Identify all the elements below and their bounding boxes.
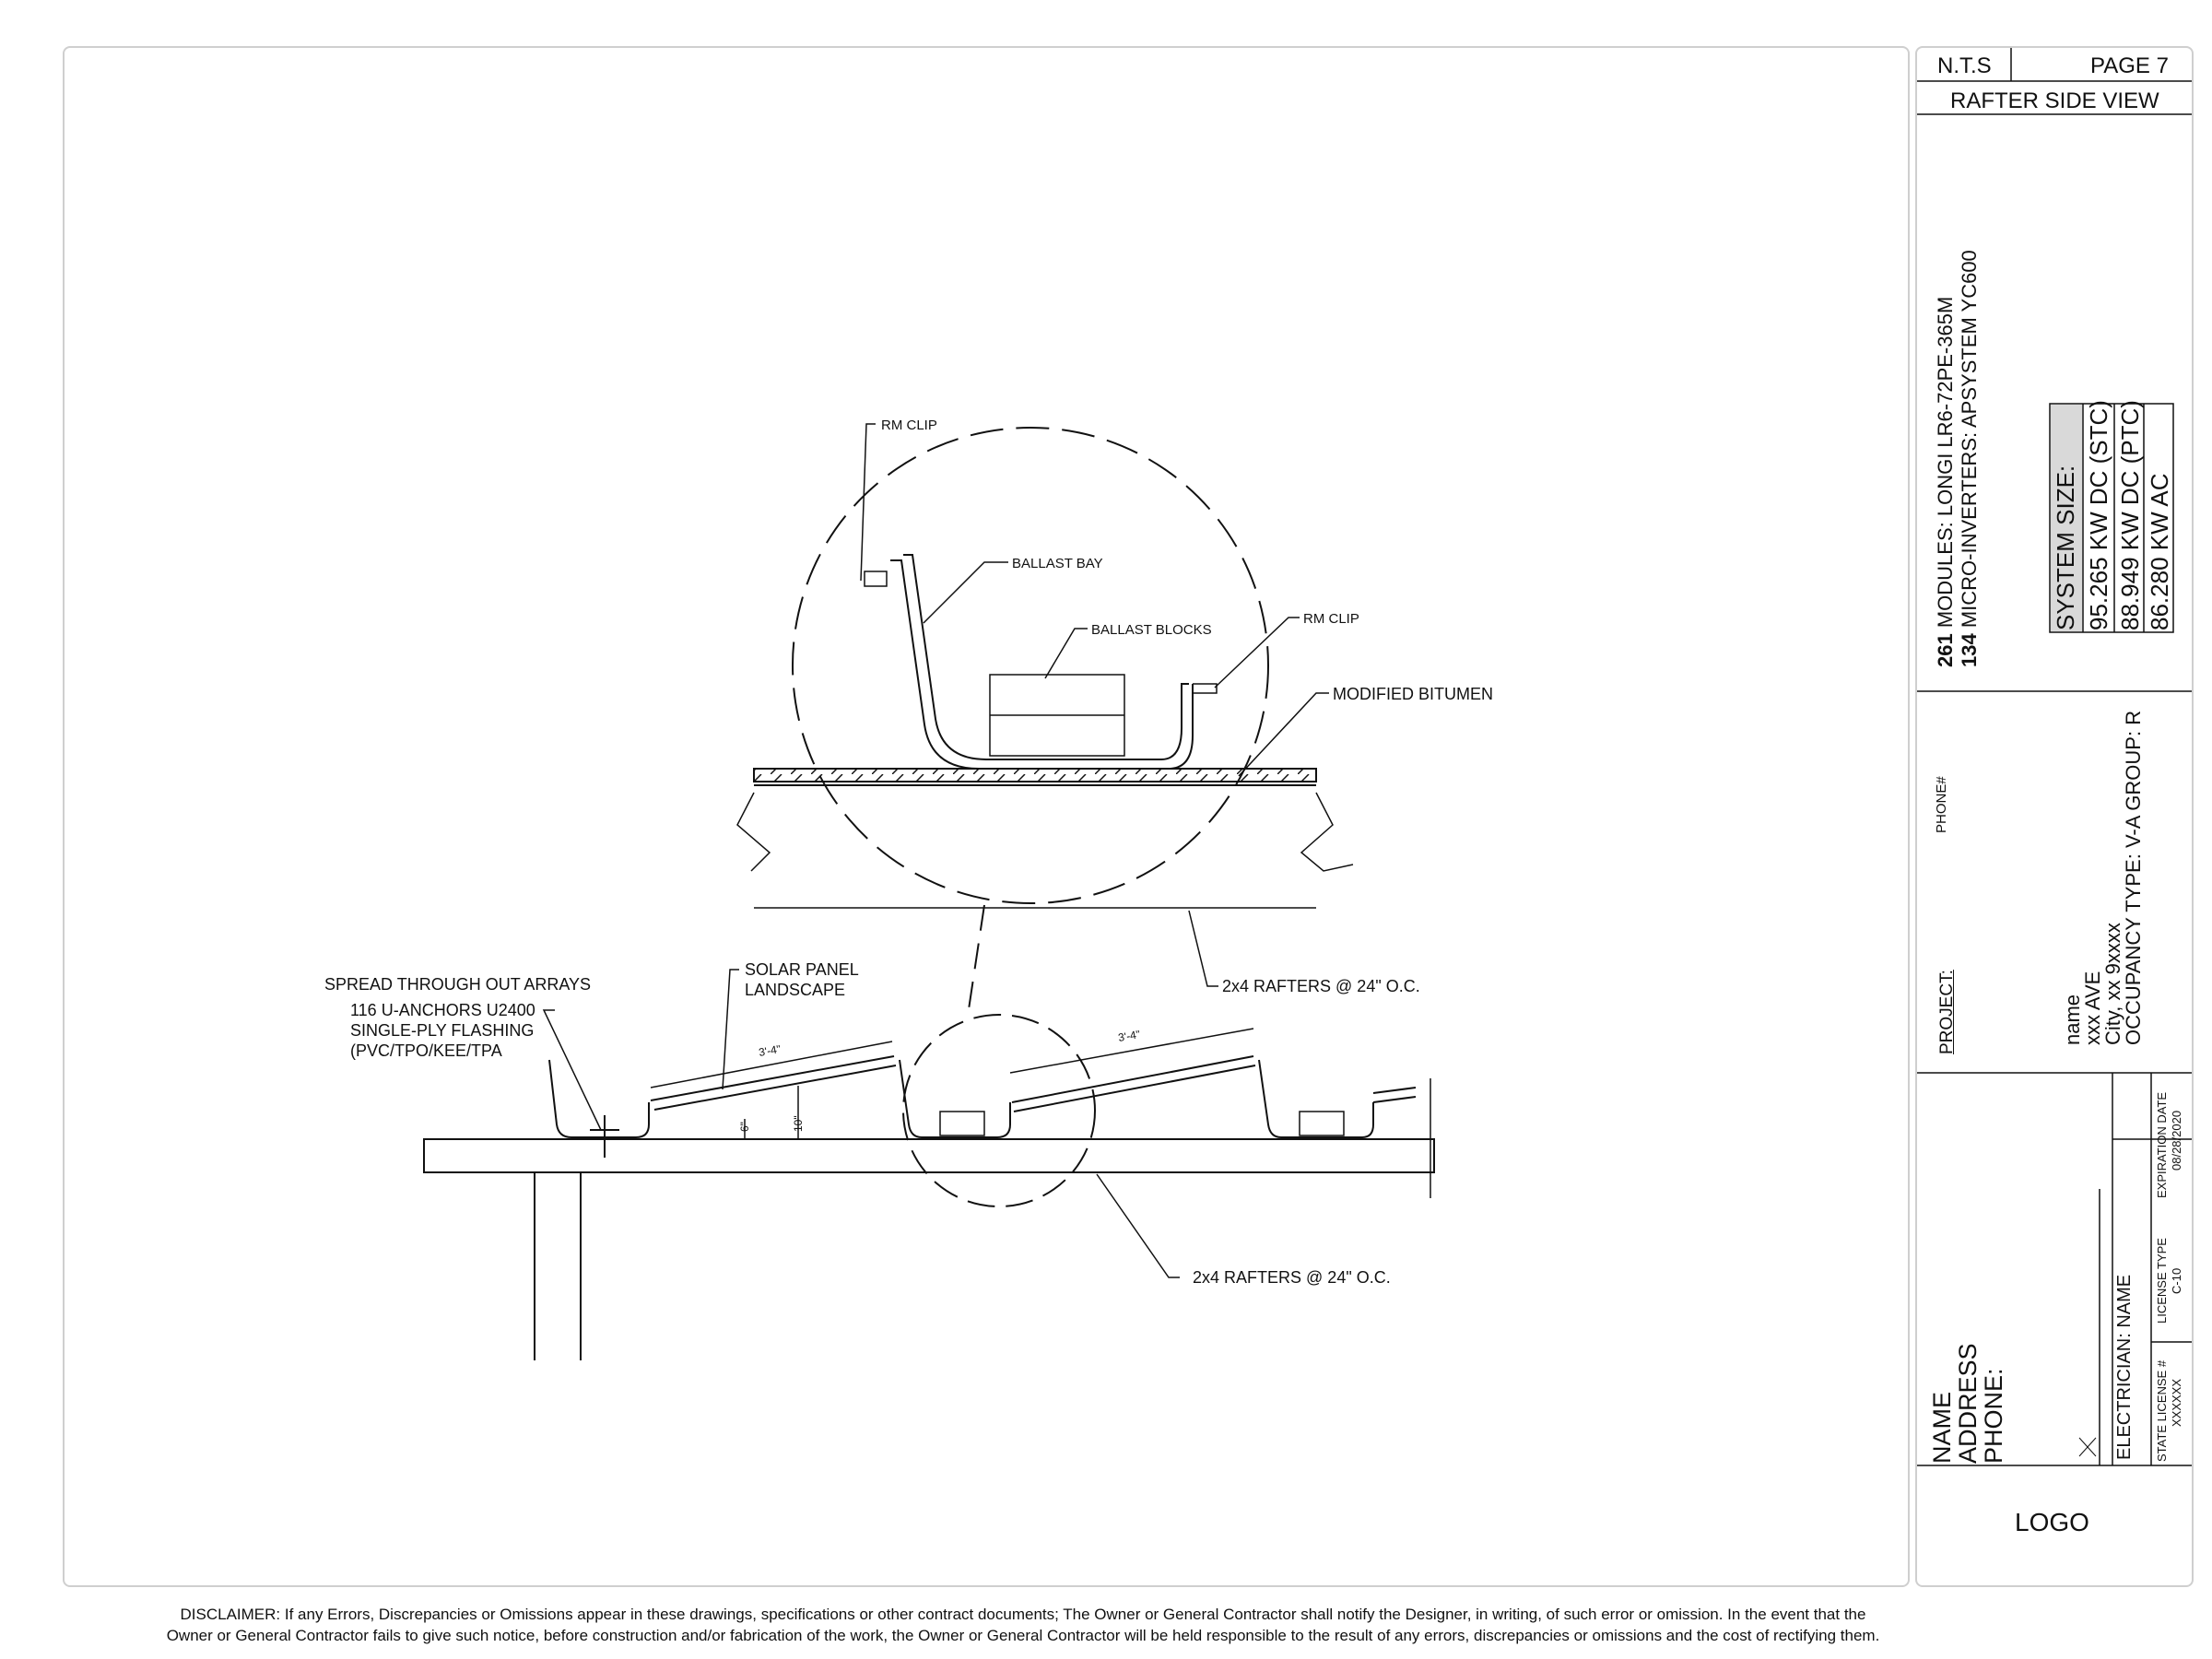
modules-text: MODULES: LONGI LR6-72PE-365M (1934, 296, 1957, 634)
label-solar-2: LANDSCAPE (745, 981, 846, 999)
modules-count: 261 (1934, 633, 1957, 667)
occupancy-type: OCCUPANCY TYPE: V-A GROUP: R (2122, 710, 2145, 1045)
break-line-right (1301, 793, 1353, 871)
rm-clip-right-shape (1193, 684, 1217, 693)
label-spread: SPREAD THROUGH OUT ARRAYS (324, 975, 592, 994)
label-anchors-2: SINGLE-PLY FLASHING (350, 1021, 535, 1040)
label-modified-bitumen: MODIFIED BITUMEN (1333, 685, 1493, 703)
label-ballast-blocks: BALLAST BLOCKS (1091, 622, 1212, 638)
leader-anchors (544, 1010, 601, 1130)
expiration-value: 08/28/2020 (2170, 1110, 2183, 1171)
leader-rm-clip-right (1215, 618, 1300, 688)
license-type-label: LICENSE TYPE (2155, 1238, 2169, 1324)
ballast-bay-lower-3 (1259, 1060, 1373, 1137)
label-rm-clip-right: RM CLIP (1303, 611, 1359, 627)
phone-label: PHONE: (1980, 1368, 2007, 1464)
scale-label: N.T.S (1937, 53, 1992, 78)
logo: LOGO (2015, 1508, 2089, 1536)
leader-rafters-upper (1189, 911, 1218, 986)
leader-ballast-blocks (1045, 629, 1088, 678)
leader-modified-bitumen (1239, 693, 1329, 776)
expiration-label: EXPIRATION DATE (2155, 1091, 2169, 1198)
disclaimer (138, 1604, 1908, 1646)
address-label: ADDRESS (1954, 1343, 1982, 1464)
label-anchors-3: (PVC/TPO/KEE/TPA (350, 1041, 502, 1060)
disclaimer-line-1: DISCLAIMER: If any Errors, Discrepancies or Omissions appear in these drawings, specifications or other contract documents; The Owner or General Contractor shall notify the Designer, in writing, of such error or omission. In the event that the (180, 1606, 1866, 1623)
name-label: NAME (1928, 1391, 1956, 1464)
label-rm-clip-left: RM CLIP (881, 418, 937, 433)
inverters-text: MICRO-INVERTERS: APSYSTEM YC600 (1958, 250, 1981, 634)
system-size-ac: 86.280 KW AC (2146, 473, 2173, 630)
state-license-label: STATE LICENSE # (2155, 1359, 2169, 1462)
label-dim-10: 10" (792, 1115, 805, 1132)
roof-deck (424, 1139, 1434, 1172)
page-number: PAGE 7 (2090, 53, 2169, 78)
system-size-stc: 95.265 KW DC (STC) (2085, 400, 2112, 630)
label-rafters-lower: 2x4 RAFTERS @ 24" O.C. (1193, 1268, 1391, 1287)
label-dim-6: 6" (738, 1122, 751, 1132)
detail-circle-small (903, 1015, 1095, 1206)
electrician-name: ELECTRICIAN: NAME (2114, 1274, 2135, 1460)
label-anchors-1: 116 U-ANCHORS U2400 (350, 1001, 535, 1019)
project-name: name (2061, 994, 2084, 1045)
project-city: City, xx 9xxxx (2101, 923, 2124, 1045)
leader-rafters-lower (1097, 1174, 1180, 1277)
detail-leader (968, 905, 984, 1016)
break-line-left (737, 793, 770, 871)
system-size-label: SYSTEM SIZE: (2052, 465, 2079, 630)
project-address: xxx AVE (2081, 971, 2104, 1045)
license-type-value: C-10 (2170, 1267, 2183, 1294)
modified-bitumen-layer (754, 769, 1316, 782)
solar-panel-2-top (1012, 1056, 1253, 1102)
state-license-value: XXXXXX (2170, 1378, 2183, 1427)
inverters-count: 134 (1958, 633, 1981, 667)
label-ballast-bay: BALLAST BAY (1012, 556, 1103, 571)
phone-number-label: PHONE# (1934, 776, 1949, 833)
modules-line (1934, 297, 1958, 667)
inverters-line (1958, 250, 1982, 667)
system-size-ptc: 88.949 KW DC (PTC) (2116, 400, 2144, 630)
label-dim-right: 3'-4" (1117, 1028, 1142, 1044)
project-label: PROJECT: (1937, 970, 1957, 1054)
leader-rm-clip-left (861, 424, 876, 581)
rm-clip-left-shape (865, 571, 887, 586)
label-solar-1: SOLAR PANEL (745, 960, 859, 979)
label-rafters-upper: 2x4 RAFTERS @ 24" O.C. (1222, 977, 1420, 995)
label-dim-left: 3'-4" (758, 1042, 782, 1059)
ballast-bay-lower-2 (900, 1060, 1010, 1137)
solar-panel-1-top (651, 1056, 894, 1100)
leader-ballast-bay (924, 562, 1008, 623)
sheet-title: RAFTER SIDE VIEW (1950, 88, 2159, 113)
ballast-bay-outline (903, 555, 1189, 759)
disclaimer-line-2: Owner or General Contractor fails to give such notice, before construction and/or fabrication of the work, the Owner or General Contractor will be held responsible to the result of any errors, discrepancies or omissions and the cost of rectifying them. (166, 1627, 1880, 1644)
